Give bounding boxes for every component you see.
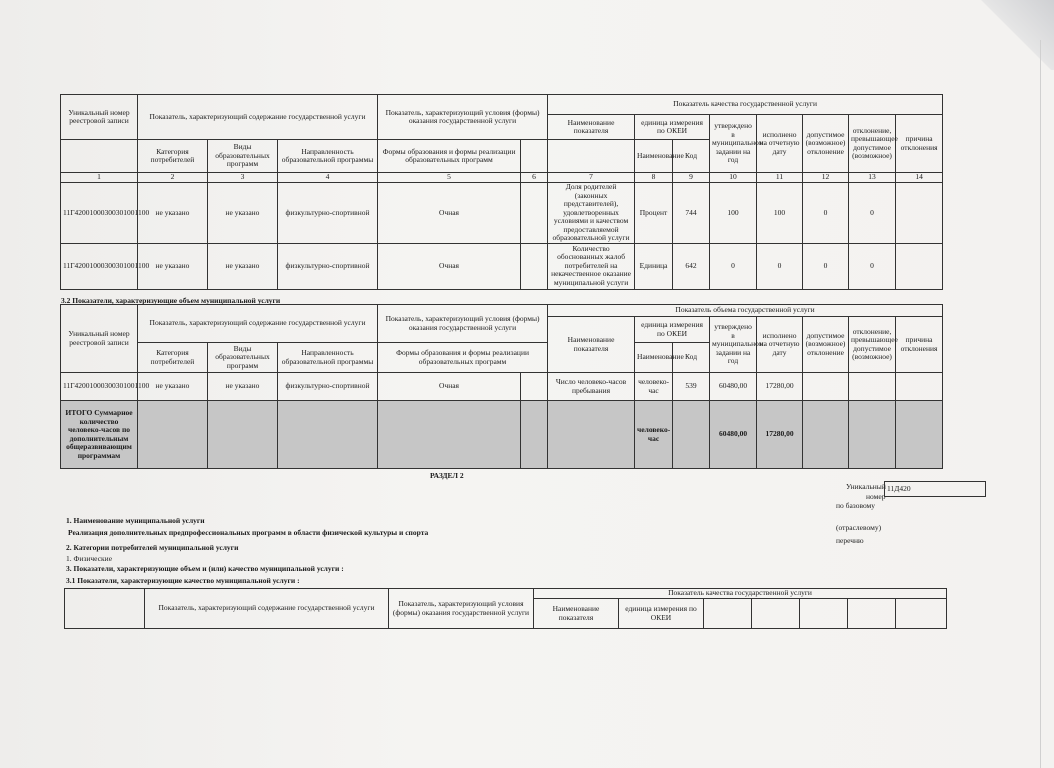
header-content: Показатель, характеризующий содержание государственной услуги [145,589,389,629]
column-number: 14 [896,173,943,183]
column-number: 5 [378,173,521,183]
item-2-value: 1. Физические [66,554,113,563]
cell-unit: Процент [635,183,673,244]
column-number: 11 [757,173,803,183]
cell-approved: 100 [710,183,757,244]
column-number: 7 [548,173,635,183]
cell-code: 642 [673,243,710,289]
cell-approved: 60480,00 [710,373,757,401]
header-empty [896,599,947,629]
header-done: исполнено на отчетную дату [757,115,803,173]
column-number: 9 [673,173,710,183]
header-indicator-name: Наименование показателя [534,599,619,629]
header-done: исполнено на отчетную дату [757,317,803,373]
header-types: Виды образовательных программ [208,140,278,173]
shaded-cell [548,401,635,469]
section-3-2-title: 3.2 Показатели, характеризующие объем муниципальной услуги [61,296,281,305]
cell-allowed: 0 [803,183,849,244]
cell-category: не указано [138,243,208,289]
unique-number-label-5: перечню [836,536,864,545]
column-number: 13 [849,173,896,183]
header-exceed: отклонение, превышающее допустимое (возможное) [849,317,896,373]
item-2: 2. Категории потребителей муниципальной услуги [66,543,239,552]
cell-code: 744 [673,183,710,244]
cell-category: не указано [138,183,208,244]
header-quality: Показатель качества государственной услуги [548,95,943,115]
header-unit-code: Код [673,140,710,173]
total-unit: человеко-час [635,401,673,469]
header-category: Категория потребителей [138,140,208,173]
header-approved: утверждено в муниципальном задании на год [710,115,757,173]
header-unit: единица измерения по ОКЕИ [619,599,704,629]
header-indicator-name: Наименование показателя [548,115,635,140]
quality-table [60,94,943,290]
shaded-cell [803,401,849,469]
column-number: 4 [278,173,378,183]
shaded-cell [138,401,208,469]
cell-done: 17280,00 [757,373,803,401]
cell-unit: Единица [635,243,673,289]
header-exceed: отклонение, превышающее допустимое (возможное) [849,115,896,173]
header-unit: единица измерения по ОКЕИ [635,317,710,343]
shaded-cell [849,401,896,469]
cell-category: не указано [138,373,208,401]
header-empty [848,599,896,629]
cell-empty [521,183,548,244]
header-forms: Формы образования и формы реализации образовательных программ [378,140,521,173]
header-unit-name: Наименование [635,343,673,373]
cell-id: 11Г42001000300301001100 [61,243,138,289]
header-conditions: Показатель, характеризующий условия (формы) оказания государственной услуги [389,589,534,629]
header-empty [800,599,848,629]
cell-exceed: 0 [849,243,896,289]
header-empty [61,140,138,173]
header-indicator-name: Наименование показателя [548,317,635,373]
cell-indicator: Число человеко-часов пребывания [548,373,635,401]
header-category: Категория потребителей [138,343,208,373]
header-approved: утверждено в муниципальном задании на год [710,317,757,373]
unique-number-label-1: Уникальный [846,482,886,491]
header-direction: Направленность образовательной программы [278,343,378,373]
shaded-cell [896,401,943,469]
column-number: 6 [521,173,548,183]
header-forms: Формы образования и формы реализации образовательных программ [378,343,548,373]
item-1-value: Реализация дополнительных предпрофессиональных программ в области физической культуры и спорта [68,528,429,537]
table-row [61,183,943,244]
cell-reason [896,243,943,289]
cell-done: 0 [757,243,803,289]
total-approved: 60480,00 [710,401,757,469]
column-number: 12 [803,173,849,183]
header-content: Показатель, характеризующий содержание государственной услуги [138,95,378,140]
header-empty [704,599,752,629]
cell-direction: физкультурно-спортивной [278,183,378,244]
cell-exceed: 0 [849,183,896,244]
header-unique: Уникальный номер реестровой записи [61,95,138,140]
shaded-cell [378,401,521,469]
shaded-cell [521,401,548,469]
total-row [61,401,943,469]
cell-types: не указано [208,243,278,289]
shaded-cell [673,401,710,469]
section-2-title: РАЗДЕЛ 2 [430,471,464,480]
unique-number-label-3: по базовому [836,501,876,510]
cell-id: 11Г42001000300301001100 [61,373,138,401]
header-allowed: допустимое (возможное) отклонение [803,317,849,373]
cell-allowed [803,373,849,401]
unique-number-box: 11Д420 [884,481,986,497]
table-row [61,373,943,401]
unique-number-label-4: (отраслевому) [836,523,882,532]
item-3: 3. Показатели, характеризующие объем и (или) качество муниципальной услуги : [66,564,344,573]
header-allowed: допустимое (возможное) отклонение [803,115,849,173]
volume-table [60,304,943,469]
header-conditions: Показатель, характеризующий условия (формы) оказания государственной услуги [378,305,548,343]
header-unique [65,589,145,629]
header-unit-code: Код [673,343,710,373]
column-number: 3 [208,173,278,183]
column-number: 8 [635,173,673,183]
table-row [61,243,943,289]
cell-direction: физкультурно-спортивной [278,243,378,289]
cell-indicator: Количество обоснованных жалоб потребителей на некачественное оказание муниципальной услуги [548,243,635,289]
header-content: Показатель, характеризующий содержание государственной услуги [138,305,378,343]
shaded-cell [208,401,278,469]
cell-code: 539 [673,373,710,401]
cell-allowed: 0 [803,243,849,289]
cell-indicator: Доля родителей (законных представителей), удовлетворенных условиями и качеством предоставляемой образовательной услуги [548,183,635,244]
column-number: 10 [710,173,757,183]
cell-done: 100 [757,183,803,244]
item-1: 1. Наименование муниципальной услуги [66,516,205,525]
cell-direction: физкультурно-спортивной [278,373,378,401]
header-empty [521,140,548,173]
header-quality: Показатель качества государственной услуги [534,589,947,599]
quality-table-2 [64,588,947,629]
header-reason: причина отклонения [896,317,943,373]
header-direction: Направленность образовательной программы [278,140,378,173]
header-empty [752,599,800,629]
cell-unit: человеко-час [635,373,673,401]
shaded-cell [278,401,378,469]
scan-edge-line [1040,40,1041,768]
column-number: 1 [61,173,138,183]
cell-empty [521,243,548,289]
column-number: 2 [138,173,208,183]
header-unit-name: Наименование [635,140,673,173]
unique-number-label-2: номер [866,492,886,501]
item-3-1: 3.1 Показатели, характеризующие качество муниципальной услуги : [66,576,300,585]
header-unit: единица измерения по ОКЕИ [635,115,710,140]
header-reason: причина отклонения [896,115,943,173]
cell-form: Очная [378,243,521,289]
cell-form: Очная [378,373,521,401]
total-done: 17280,00 [757,401,803,469]
cell-exceed [849,373,896,401]
header-empty [548,140,635,173]
header-conditions: Показатель, характеризующий условия (формы) оказания государственной услуги [378,95,548,140]
cell-id: 11Г42001000300301001100 [61,183,138,244]
cell-types: не указано [208,373,278,401]
header-types: Виды образовательных программ [208,343,278,373]
cell-reason [896,373,943,401]
cell-form: Очная [378,183,521,244]
cell-reason [896,183,943,244]
cell-empty [521,373,548,401]
total-label: ИТОГО Суммарное количество человеко-часов по дополнительным общеразвивающим программам [61,401,138,469]
cell-approved: 0 [710,243,757,289]
cell-types: не указано [208,183,278,244]
header-volume: Показатель объема государственной услуги [548,305,943,317]
header-unique: Уникальный номер реестровой записи [61,305,138,373]
